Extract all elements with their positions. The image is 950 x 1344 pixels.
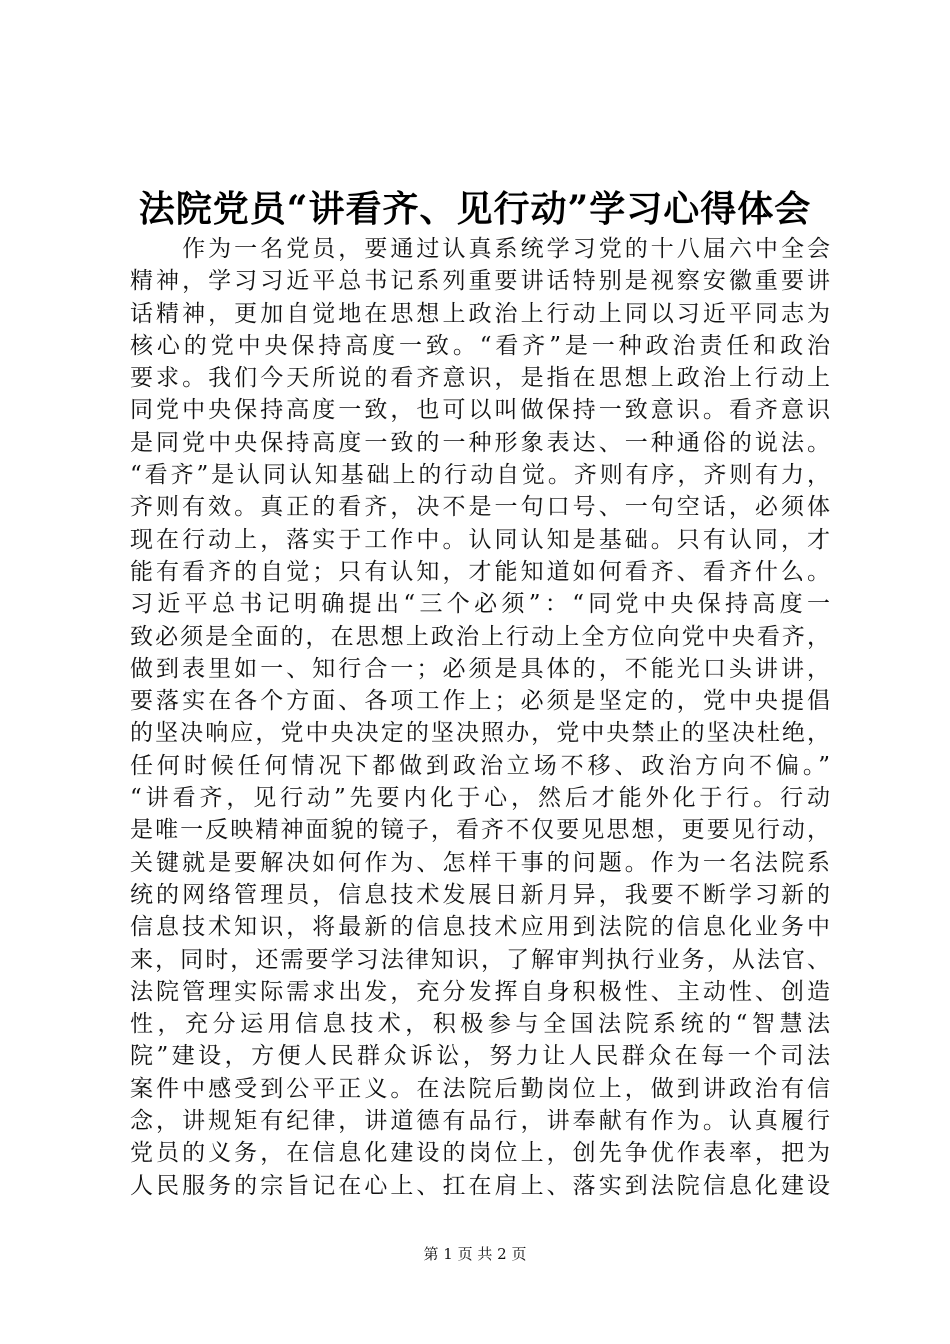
body-line: 任何时候任何情况下都做到政治立场不移、政治方向不偏。” [130, 752, 830, 779]
body-line: 要求。我们今天所说的看齐意识，是指在思想上政治上行动上 [130, 365, 830, 392]
body-line: 现在行动上，落实于工作中。认同认知是基础。只有认同，才 [130, 526, 830, 553]
body-line: 案件中感受到公平正义。在法院后勤岗位上，做到讲政治有信 [130, 1075, 830, 1102]
document-title: 法院党员“讲看齐、见行动”学习心得体会 [138, 188, 812, 230]
body-line: 来，同时，还需要学习法律知识，了解审判执行业务，从法官、 [130, 946, 830, 973]
body-line: 同党中央保持高度一致，也可以叫做保持一致意识。看齐意识 [130, 397, 830, 424]
body-line: 法院管理实际需求出发，充分发挥自身积极性、主动性、创造 [130, 978, 830, 1005]
body-line: 话精神，更加自觉地在思想上政治上行动上同以习近平同志为 [130, 300, 830, 327]
body-line: 信息技术知识，将最新的信息技术应用到法院的信息化业务中 [130, 914, 830, 941]
body-line: 性，充分运用信息技术，积极参与全国法院系统的“智慧法 [130, 1011, 830, 1038]
body-line: 人民服务的宗旨记在心上、扛在肩上、落实到法院信息化建设 [130, 1172, 830, 1199]
body-line: 精神，学习习近平总书记系列重要讲话特别是视察安徽重要讲 [130, 268, 830, 295]
body-line: 齐则有效。真正的看齐，决不是一句口号、一句空话，必须体 [130, 494, 830, 521]
body-line: 统的网络管理员，信息技术发展日新月异，我要不断学习新的 [130, 881, 830, 908]
body-line: 是同党中央保持高度一致的一种形象表达、一种通俗的说法。 [130, 429, 830, 456]
body-line: 院”建设，方便人民群众诉讼，努力让人民群众在每一个司法 [130, 1043, 830, 1070]
body-line: 致必须是全面的，在思想上政治上行动上全方位向党中央看齐， [130, 623, 830, 650]
body-line: 作为一名党员，要通过认真系统学习党的十八届六中全会 [130, 236, 830, 262]
document-body [130, 233, 830, 1202]
body-line: 习近平总书记明确提出“三个必须”：“同党中央保持高度一 [130, 591, 830, 618]
body-line: 的坚决响应，党中央决定的坚决照办，党中央禁止的坚决杜绝， [130, 720, 830, 747]
body-line: 核心的党中央保持高度一致。“看齐”是一种政治责任和政治 [130, 332, 830, 359]
body-line: 要落实在各个方面、各项工作上；必须是坚定的，党中央提倡 [130, 688, 830, 715]
body-line: 念，讲规矩有纪律，讲道德有品行，讲奉献有作为。认真履行 [130, 1108, 830, 1135]
body-line: 是唯一反映精神面貌的镜子，看齐不仅要见思想，更要见行动， [130, 817, 830, 844]
body-line: 关键就是要解决如何作为、怎样干事的问题。作为一名法院系 [130, 849, 830, 876]
body-line: 能有看齐的自觉；只有认知，才能知道如何看齐、看齐什么。 [130, 558, 830, 585]
body-line: “讲看齐，见行动”先要内化于心，然后才能外化于行。行动 [130, 785, 830, 812]
body-line: “看齐”是认同认知基础上的行动自觉。齐则有序，齐则有力， [130, 462, 830, 489]
body-line: 党员的义务，在信息化建设的岗位上，创先争优作表率，把为 [130, 1140, 830, 1167]
page-number-footer: 第 1 页 共 2 页 [423, 1245, 527, 1263]
body-line: 做到表里如一、知行合一；必须是具体的，不能光口头讲讲， [130, 655, 830, 682]
